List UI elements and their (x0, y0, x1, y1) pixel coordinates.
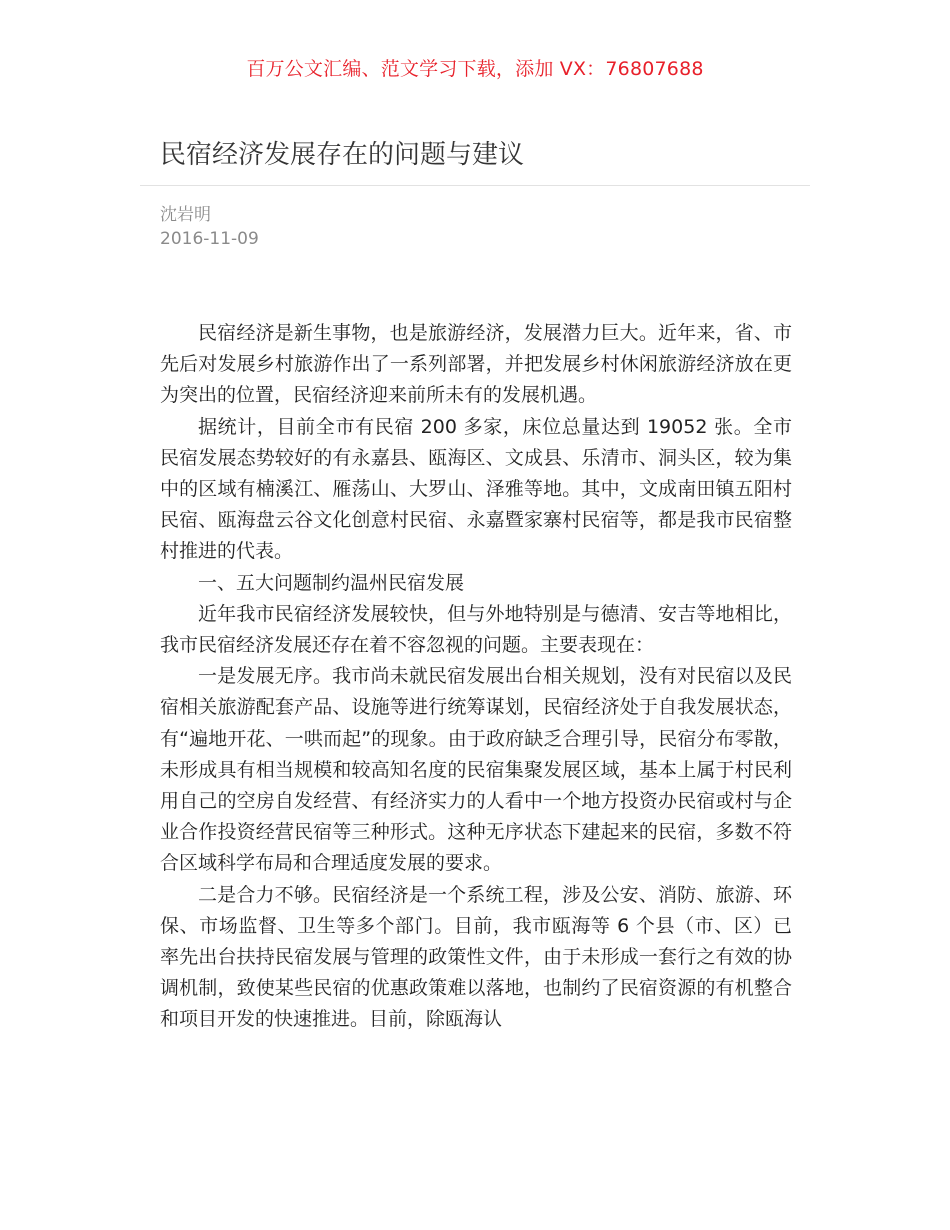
article-date: 2016-11-09 (160, 229, 259, 249)
paragraph: 一是发展无序。我市尚未就民宿发展出台相关规划，没有对民宿以及民宿相关旅游配套产品、设施等进行统筹谋划，民宿经济处于自我发展状态，有“遍地开花、一哄而起”的现象。由于政府缺乏合理引导，民宿分布零散，未形成具有相当规模和较高知名度的民宿集聚发展区域，基本上属于村民利用自己的空房自发经营、有经济实力的人看中一个地方投资办民宿或村与企业合作投资经营民宿等三种形式。这种无序状态下建起来的民宿，多数不符合区域科学布局和合理适度发展的要求。 (160, 665, 792, 875)
paragraph: 近年我市民宿经济发展较快，但与外地特别是与德清、安吉等地相比，我市民宿经济发展还存在着不容忽视的问题。主要表现在： (160, 602, 792, 657)
article-author: 沈岩明 (160, 205, 211, 225)
paragraph: 民宿经济是新生事物，也是旅游经济，发展潜力巨大。近年来，省、市先后对发展乡村旅游作出了一系列部署，并把发展乡村休闲旅游经济放在更为突出的位置，民宿经济迎来前所未有的发展机遇。 (160, 322, 792, 407)
paragraph: 据统计，目前全市有民宿 200 多家，床位总量达到 19052 张。全市民宿发展态势较好的有永嘉县、瓯海区、文成县、乐清市、洞头区，较为集中的区域有楠溪江、雁荡山、大罗山、泽雅等地。其中，文成南田镇五阳村民宿、瓯海盘云谷文化创意村民宿、永嘉暨家寨村民宿等，都是我市民宿整村推进的代表。 (160, 415, 792, 563)
article-title: 民宿经济发展存在的问题与建议 (160, 140, 525, 170)
paragraph: 二是合力不够。民宿经济是一个系统工程，涉及公安、消防、旅游、环保、市场监督、卫生等多个部门。目前，我市瓯海等 6 个县（市、区）已率先出台扶持民宿发展与管理的政策性文件，由于未形成一套行之有效的协调机制，致使某些民宿的优惠政策难以落地，也制约了民宿资源的有机整合和项目开发的快速推进。目前，除瓯海认 (160, 883, 792, 1031)
title-divider (140, 185, 810, 186)
promo-banner: 百万公文汇编、范文学习下载，添加 VX：76807688 (246, 58, 704, 80)
article-body (160, 318, 792, 1036)
section-heading: 一、五大问题制约温州民宿发展 (198, 571, 465, 594)
